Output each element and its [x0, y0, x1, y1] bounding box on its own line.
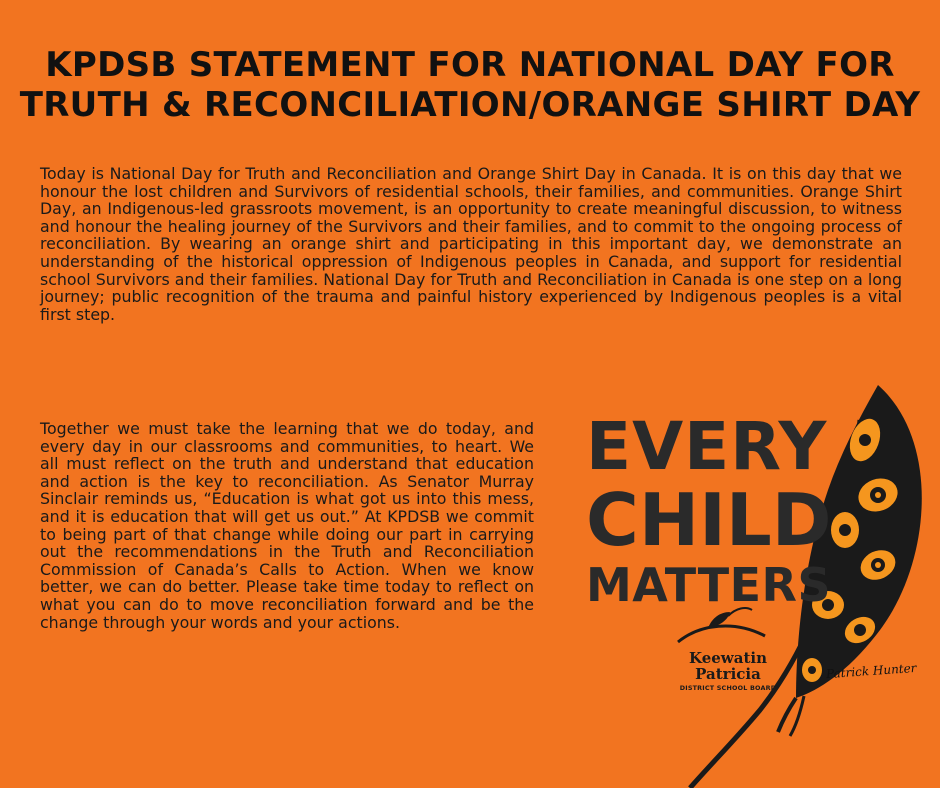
wordmark-every: EVERY	[586, 408, 828, 485]
title-line-2: TRUTH & RECONCILIATION/ORANGE SHIRT DAY	[19, 85, 921, 125]
board-name-line-1: Keewatin	[689, 649, 767, 667]
artist-signature: Patrick Hunter	[825, 660, 917, 682]
kpdsb-logo	[672, 650, 784, 692]
wordmark-child: CHILD	[586, 478, 832, 562]
title-line-1: KPDSB STATEMENT FOR NATIONAL DAY FOR	[45, 45, 895, 85]
wordmark-matters: MATTERS	[586, 558, 832, 612]
board-name-line-2: Patricia	[695, 665, 761, 683]
statement-paragraph-2: Together we must take the learning that we do today, and every day in our classrooms and communities, to heart. We all must reflect on the truth and understand that education and action is the key to reconciliation. As Senator Murray Sinclair reminds us, “Education is what got us into this mess, and it is education that will get us out.” At KPDSB we commit to being part of that change while doing our part in carrying out the recommendations in the Truth and Reconciliation Commission of Canada’s Calls to Action. When we know better, we can do better. Please take time today to reflect on what you can do to move reconciliation forward and be the change through your words and your actions.	[40, 419, 534, 632]
statement-paragraph-1: Today is National Day for Truth and Reconciliation and Orange Shirt Day in Canada. It is on this day that we honour the lost children and Survivors of residential schools, their families, and communities. Orange Shirt Day, an Indigenous-led grassroots movement, is an opportunity to create meaningful discussion, to witness and honour the healing journey of the Survivors and their families, and to commit to the ongoing process of reconciliation. By wearing an orange shirt and participating in this important day, we demonstrate an understanding of the historical oppression of Indigenous peoples in Canada, and support for residential school Survivors and their families. National Day for Truth and Reconciliation in Canada is one step on a long journey; public recognition of the trauma and painful history experienced by Indigenous peoples is a vital first step.	[40, 164, 902, 324]
page-title	[0, 45, 940, 125]
board-subtitle: DISTRICT SCHOOL BOARD	[679, 684, 777, 692]
every-child-matters-wordmark	[586, 408, 832, 612]
